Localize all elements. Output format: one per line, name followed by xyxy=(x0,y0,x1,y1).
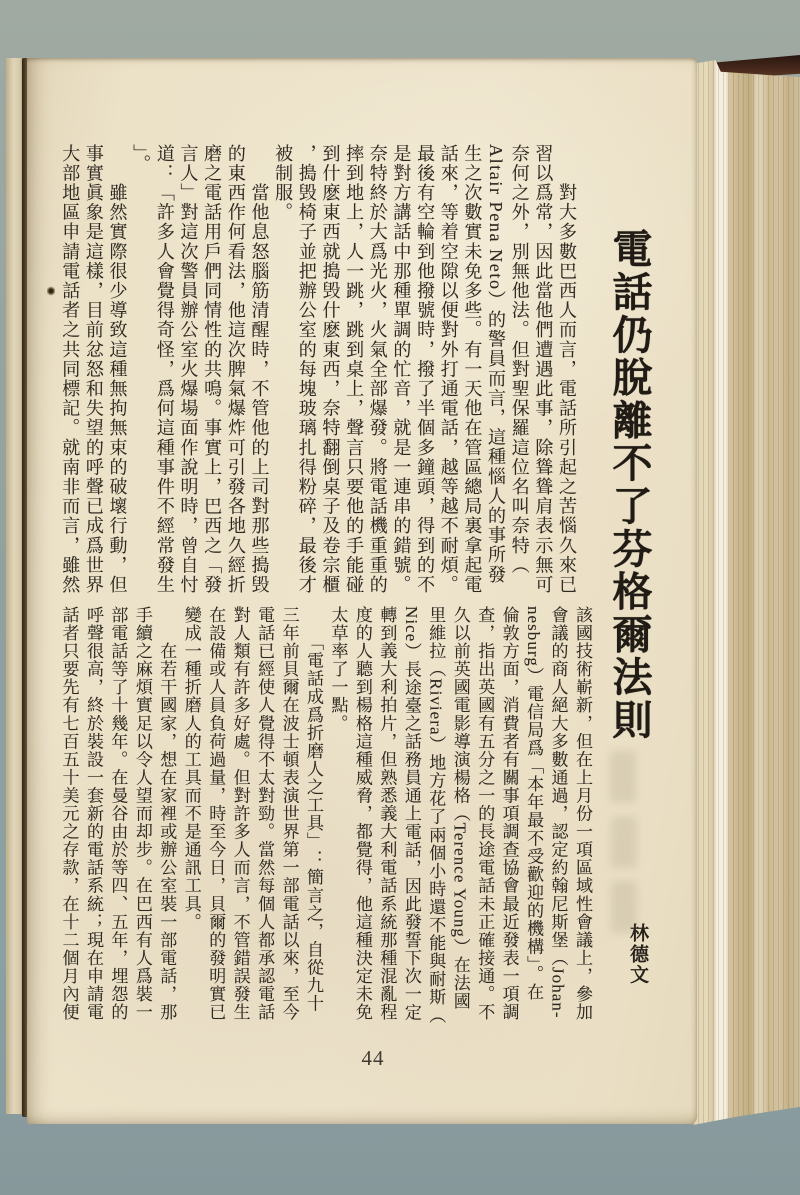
author-name: 林德文 xyxy=(627,923,648,985)
article-bottom-text xyxy=(56,606,594,1048)
text-column: 呼聲很高，終於裝設一套新的電話系統；現在申請電 xyxy=(83,606,103,1022)
text-column: 當他息怒腦筋清醒時，不管他的上司對那些搗毁 xyxy=(249,144,270,595)
text-column: 倫敦方面，消費者有關事項調查協會最近發表一項調 xyxy=(499,606,519,1022)
showthrough-mark xyxy=(611,881,637,933)
book-fore-edge-pages xyxy=(693,59,800,1125)
text-column: nesburg）電信局爲「本年最不受歡迎的機構」。在 xyxy=(524,606,544,1002)
text-column: 部電話等了十幾年。在曼谷由於等四、五年，埋怨的 xyxy=(108,606,128,1022)
text-column: 電話已經使人覺得不太對勁。當然每個人都承認電話 xyxy=(255,606,275,1022)
text-column: 該國技術嶄新，但在上月份一項區域性會議上，參加 xyxy=(573,606,592,1022)
text-column: 奈特終於大爲光火，火氣全部爆發。將電話機重重的 xyxy=(367,144,388,595)
text-column: 事實眞象是這樣，目前忿怒和失望的呼聲已成爲世界 xyxy=(83,144,104,595)
text-column: 久以前英國電影導演楊格（Terence Young）在法國 xyxy=(450,606,470,1011)
text-column: 奈何之外，別無他法。但對聖保羅這位名叫奈特（ xyxy=(509,144,530,576)
text-column: 會議的商人絕大多數通過，認定約翰尼斯堡（Johan- xyxy=(548,606,568,1019)
text-column: 道：「許多人會覺得奇怪，爲何這種事件不經常發生 xyxy=(154,144,175,595)
text-column: 查，指出英國有五分之一的長途電話未正確接通。不 xyxy=(475,606,495,1022)
text-column: Altair Pena Neto）的警員而言，這種惱人的事所發 xyxy=(486,144,507,585)
text-column: 里維拉（Riviera）地方花了兩個小時還不能與耐斯（ xyxy=(426,606,446,1025)
article-title: 電話仍脫離不了芬格爾法則 xyxy=(607,228,652,742)
text-column: 生之次數實未免多些。有一天他在管區總局裏拿起電 xyxy=(462,144,483,595)
text-column: 度的人聽到楊格這種威脅，都覺得，他這種決定未免 xyxy=(352,606,372,1022)
text-column: 「電話成爲折磨人之工具」：簡言之，自從九十 xyxy=(304,606,324,1013)
text-column: 太草率了一點。 xyxy=(328,606,348,733)
text-column: 在若干國家，想在家裡或辦公室裝一部電話，那 xyxy=(157,606,177,1022)
text-column: 在設備或人員負荷過量，時至今日，貝爾的發明實已 xyxy=(206,606,226,1022)
text-column: 習以爲常，因此當他們遭遇此事，除聳聳肩表示無可 xyxy=(533,144,554,595)
text-column: 最後有空輪到他撥號時，撥了半個多鐘頭，得到的不 xyxy=(415,144,436,595)
text-column: 言人」對這次警員辦公室火爆場面作說明時，曾自忖 xyxy=(178,144,199,595)
text-column: 」。 xyxy=(131,144,152,175)
text-column: 的東西作何看法，他這次脾氣爆炸可引發各地久經折 xyxy=(225,144,246,595)
text-column: 話者只要先有七百五十美元之存款，在十二個月內便 xyxy=(59,606,79,1022)
text-column: 大部地區申請電話者之共同標記。就南非而言，雖然 xyxy=(60,144,81,595)
text-column: 雖然實際很少導致這種無拘無束的破壞行動，但 xyxy=(107,144,128,595)
text-column: 摔到地上，人一跳，跳到桌上，聲言只要他的手能碰 xyxy=(344,144,365,595)
text-column: 磨之電話用戶們同情性的共鳴。事實上，巴西之「發 xyxy=(202,144,223,595)
ink-spot xyxy=(47,286,55,296)
text-column: 到什麽東西就搗毁什麽東西，奈特翻倒桌子及卷宗櫃 xyxy=(320,144,341,595)
text-column: 對大多數巴西人而言，電話所引起之苦惱久來已 xyxy=(557,144,577,595)
text-column: 手續之麻煩實足以令人望而却步。在巴西有人爲裝一 xyxy=(132,606,152,1022)
text-column: 話來，等着空隙以便對外打通電話，越等越不耐煩。 xyxy=(438,144,459,595)
text-column: ，搗毁椅子並把辦公室的每塊玻璃扎得粉碎，最後才 xyxy=(296,144,317,595)
text-column: 對人類有許多好處。但對許多人而言，不管錯誤發生 xyxy=(230,606,250,1022)
text-column: 是對方講話中那種單調的忙音，就是一連串的錯號。 xyxy=(391,144,412,595)
text-column: 轉到義大利拍片，但熟悉義大利電話系統那種混亂程 xyxy=(377,606,397,1022)
facing-page-sliver xyxy=(6,58,23,1114)
showthrough-mark xyxy=(610,751,636,803)
article-top-text xyxy=(56,144,578,628)
text-column: 變成一種折磨人的工具而不是通訊工具。 xyxy=(181,606,201,931)
showthrough-mark xyxy=(611,816,637,868)
text-column: 被制服。 xyxy=(273,144,294,223)
page-number: 44 xyxy=(361,1046,385,1070)
text-column: 三年前貝爾在波士頓表演世界第一部電話以來，至今 xyxy=(279,606,299,1022)
text-column: Nice）長途臺之話務員通上電話，因此發誓下次一定 xyxy=(401,606,421,1022)
magazine-page xyxy=(27,58,697,1124)
